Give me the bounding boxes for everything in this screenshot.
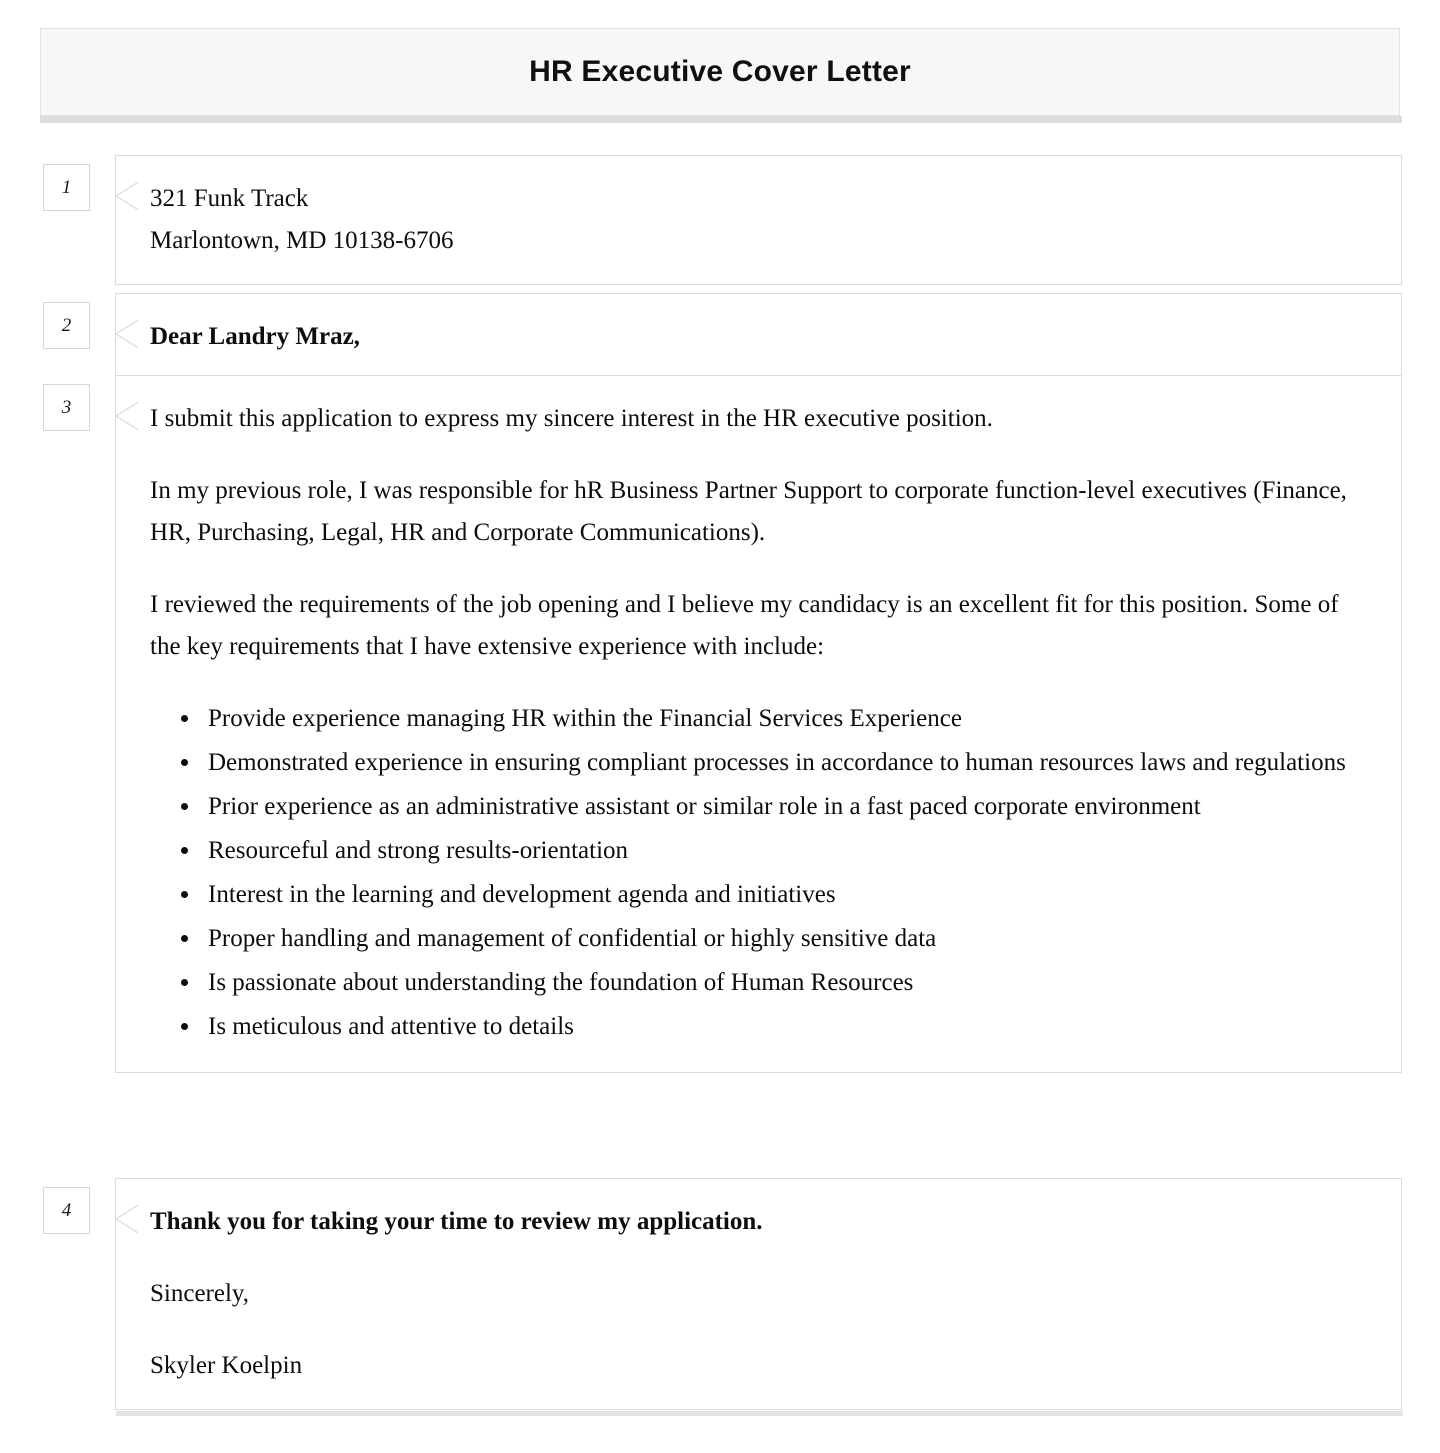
list-item: • Provide experience managing HR within the Financial Services Experience xyxy=(202,698,1371,740)
bubble-tail-icon xyxy=(115,1191,141,1247)
address-line-1: 321 Funk Track xyxy=(150,185,309,212)
list-item: • Resourceful and strong results-orientation xyxy=(202,830,1371,872)
salutation-bubble xyxy=(115,293,1402,381)
requirements-list xyxy=(150,698,1371,1048)
address-line-2: Marlontown, MD 10138-6706 xyxy=(150,227,454,254)
closing-signoff: Sincerely, xyxy=(150,1280,250,1307)
salutation-text xyxy=(150,316,1371,358)
list-item: • Is meticulous and attentive to details xyxy=(202,1006,1371,1048)
closing-signature: Skyler Koelpin xyxy=(150,1352,303,1379)
sender-address-text xyxy=(150,178,1371,262)
closing-thanks: Thank you for taking your time to review my application. xyxy=(150,1208,763,1235)
annotation-marker-label: 3 xyxy=(61,396,72,418)
closing-bubble-shadow xyxy=(116,1411,1403,1416)
bubble-tail-icon xyxy=(115,388,141,444)
closing-bubble xyxy=(115,1178,1402,1410)
bubble-tail-icon xyxy=(115,306,141,362)
page-title: HR Executive Cover Letter xyxy=(529,55,911,88)
sender-address-bubble xyxy=(115,155,1402,285)
letter-body-text xyxy=(150,398,1371,1048)
annotation-marker-3[interactable] xyxy=(43,384,90,431)
body-paragraph-3: I reviewed the requirements of the job opening and I believe my candidacy is an excellent fit for this position. Some of the key requirements that I have extensive experience with include: xyxy=(150,591,1339,660)
list-item: • Prior experience as an administrative assistant or similar role in a fast paced corporate environment xyxy=(202,786,1371,828)
list-item: • Is passionate about understanding the foundation of Human Resources xyxy=(202,962,1371,1004)
list-item: • Proper handling and management of confidential or highly sensitive data xyxy=(202,918,1371,960)
body-paragraph-1: I submit this application to express my sincere interest in the HR executive position. xyxy=(150,405,993,432)
annotation-marker-4[interactable] xyxy=(43,1187,90,1234)
header-shadow-divider xyxy=(40,116,1402,123)
document-header xyxy=(40,28,1400,116)
annotation-marker-2[interactable] xyxy=(43,302,90,349)
salutation-line: Dear Landry Mraz, xyxy=(150,323,360,350)
body-paragraph-2: In my previous role, I was responsible for hR Business Partner Support to corporate function-level executives (Finance, HR, Purchasing, Legal, HR and Corporate Communications). xyxy=(150,477,1347,546)
letter-body-bubble xyxy=(115,375,1402,1073)
list-item: • Demonstrated experience in ensuring compliant processes in accordance to human resources laws and regulations xyxy=(202,742,1371,784)
list-item: • Interest in the learning and development agenda and initiatives xyxy=(202,874,1371,916)
annotation-marker-label: 4 xyxy=(61,1199,72,1221)
annotation-marker-1[interactable] xyxy=(43,164,90,211)
annotation-marker-label: 2 xyxy=(61,314,72,336)
closing-text xyxy=(150,1201,1371,1387)
bubble-tail-icon xyxy=(115,168,141,224)
annotation-marker-label: 1 xyxy=(61,176,72,198)
